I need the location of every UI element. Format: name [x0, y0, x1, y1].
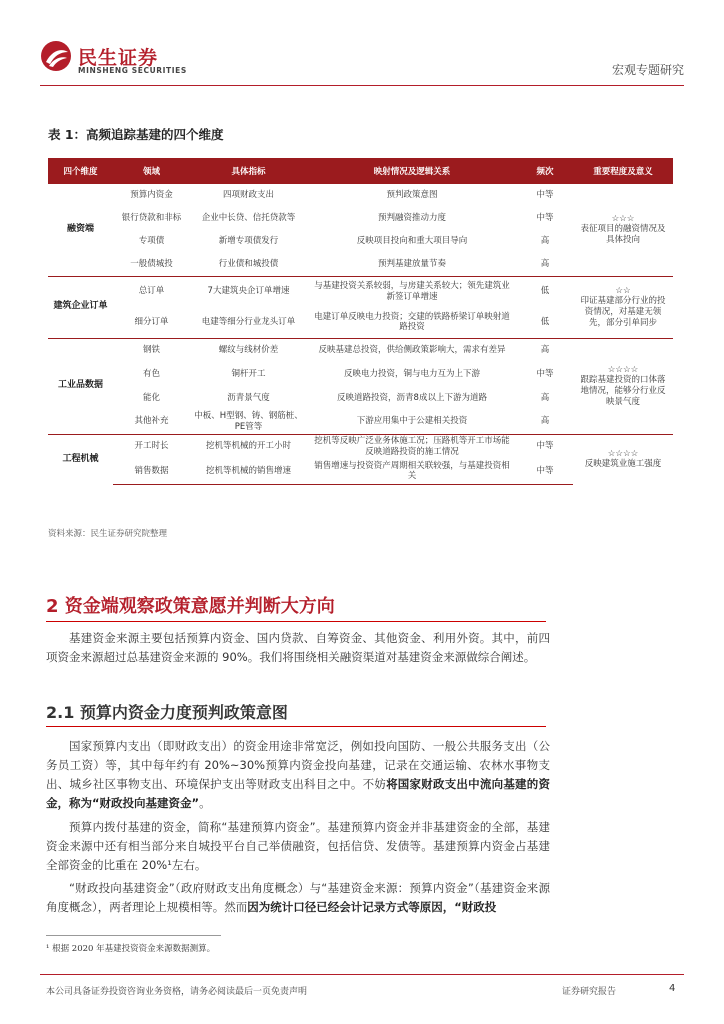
field-cell: 有色: [142, 368, 160, 379]
mapping-cell: 预判基建放量节奏: [377, 258, 446, 269]
field-cell: 银行贷款和非标: [121, 213, 182, 224]
col-header: 具体指标: [190, 158, 307, 184]
col-header: 四个维度: [48, 158, 113, 184]
paragraph-4-bold: 因为统计口径已经会计记录方式等原因，“财政投: [247, 900, 497, 914]
brand-name-cn: 民生证券: [78, 47, 159, 69]
col-header: 重要程度及意义: [573, 158, 673, 184]
mapping-cell: 销售增速与投资资产周期相关联较强，与基建投资相关: [307, 459, 517, 484]
frequency-cell: 中等: [517, 434, 573, 459]
indicator-cell: 企业中长贷、信托贷款等: [201, 213, 296, 224]
indicator-cell: 挖机等机械的开工小时: [190, 434, 307, 459]
table-row: [48, 338, 673, 362]
table-source: 资料来源：民生证券研究院整理: [48, 529, 168, 539]
footer-label: 证券研究报告: [562, 987, 617, 997]
field-cell: 开工时长: [113, 434, 190, 459]
paragraph-2: [46, 737, 550, 813]
frequency-cell: 高: [540, 392, 550, 403]
frequency-cell: 低: [517, 276, 573, 307]
dimension-cell: 工业品数据: [48, 338, 113, 434]
field-cell: 销售数据: [113, 459, 190, 484]
col-header: 领域: [113, 158, 190, 184]
frequency-cell: 中等: [517, 459, 573, 484]
mapping-cell: 预判融资推动力度: [377, 213, 446, 224]
dimension-cell: 融资端: [66, 224, 94, 235]
table-row: [48, 276, 673, 307]
heading-rule: [46, 621, 546, 622]
indicator-cell: 挖机等机械的销售增速: [190, 459, 307, 484]
section-heading: 2 资金端观察政策意愿并判断大方向: [46, 596, 335, 617]
field-cell: 专项债: [138, 236, 165, 247]
paragraph-3: 预算内拨付基建的资金，简称“基建预算内资金”。基建预算内资金并非基建资金的全部，基建资金来源中还有相当部分来自城投平台自己举债融资，包括信贷、发债等。基建预算内资金占基建全部资金的比重在 20%¹左右。: [46, 820, 550, 872]
frequency-cell: 高: [540, 236, 550, 247]
field-cell: 细分订单: [134, 316, 169, 327]
field-cell: 钢铁: [113, 338, 190, 362]
paragraph-2-end: 。: [199, 796, 211, 810]
indicator-cell: 行业债和城投债: [218, 258, 279, 269]
mapping-cell: 反映项目投向和重大项目导向: [356, 236, 468, 247]
mapping-cell: 反映电力投资，铜与电力互为上下游: [343, 368, 480, 379]
significance-cell: ☆☆ 印证基建部分行业的投资情况，对基建无领先，部分引单同步: [573, 276, 673, 338]
significance-cell: ☆☆☆ 表征项目的融资情况及具体投向: [580, 213, 666, 246]
frequency-cell: 高: [517, 338, 573, 362]
report-type: 宏观专题研究: [611, 63, 684, 77]
frequency-cell: 高: [540, 258, 550, 269]
frequency-cell: 中等: [536, 213, 554, 224]
footnote-rule: [46, 935, 221, 936]
four-dimensions-table: [48, 158, 673, 485]
table-row: [48, 434, 673, 459]
dimension-cell: 工程机械: [48, 434, 113, 484]
mapping-cell: 与基建投资关系较弱，与房建关系较大；领先建筑业新签订单增速: [307, 276, 517, 307]
footer-divider: [40, 974, 684, 975]
frequency-cell: 中等: [536, 368, 554, 379]
paragraph-2-bold: 将国家财政支出中流向基建的资金，称为“财政投向基建资金”: [46, 777, 551, 810]
indicator-cell: 中板、H型钢、铸、钢筋桩、PE管等: [194, 411, 303, 432]
paragraph-2-text: 国家预算内支出（即财政支出）的资金用途非常宽泛，例如投向国防、一般公共服务支出（公务员工资）等，其中每年约有 20%~30%预算内资金投向基建，记录在交通运输、农林水事物支出、城乡社区事物支出、环境保护支出等财政支出科目之中。不妨: [46, 739, 550, 791]
mapping-cell: 下游应用集中于公建相关投资: [356, 416, 468, 427]
indicator-cell: 四项财政支出: [222, 190, 274, 201]
table-header-row: [48, 158, 673, 184]
table-row: [48, 184, 673, 207]
field-cell: 能化: [142, 392, 160, 403]
brand-name-en: MINSHENG SECURITIES: [78, 66, 187, 75]
field-cell: 一般债城投: [130, 258, 173, 269]
footer-disclaimer: 本公司具备证券投资咨询业务资格，请务必阅读最后一页免责声明: [46, 987, 308, 997]
mapping-cell: 电建订单反映电力投资；交建的铁路桥梁订单映射道路投资: [314, 311, 510, 333]
page-number: 4: [669, 983, 676, 994]
mapping-cell: 反映道路投资，沥青8成以上下游为道路: [337, 392, 487, 403]
frequency-cell: 低: [540, 316, 550, 327]
indicator-cell: 螺纹与线材价差: [190, 338, 307, 362]
significance-cell: ☆☆☆☆ 跟踪基建投资的口体落地情况，能够分行业反映景气度: [573, 338, 673, 434]
subheading-rule: [46, 726, 546, 727]
indicator-cell: 铜杆开工: [231, 368, 266, 379]
subsection-heading: 2.1 预算内资金力度预判政策意图: [46, 703, 288, 722]
paragraph-1: 基建资金来源主要包括预算内资金、国内贷款、自筹资金、其他资金、利用外资。其中，前四项资金来源超过总基建资金来源的 90%。我们将围绕相关融资渠道对基建资金来源做综合阐述。: [46, 631, 550, 664]
field-cell: 预算内资金: [130, 190, 173, 201]
frequency-cell: 中等: [536, 190, 554, 201]
indicator-cell: 电建等细分行业龙头订单: [201, 316, 296, 327]
page-header: [0, 0, 724, 86]
col-header: 映射情况及逻辑关系: [307, 158, 517, 184]
dimension-cell: 建筑企业订单: [48, 276, 113, 338]
paragraph-4: [46, 879, 550, 917]
header-divider: [40, 85, 684, 86]
mapping-cell: 挖机等反映广泛业务体施工况；压路机等开工市场能反映道路投资的施工情况: [307, 434, 517, 459]
frequency-cell: 高: [540, 416, 550, 427]
indicator-cell: 新增专项债发行: [218, 236, 279, 247]
indicator-cell: 沥青景气度: [227, 392, 270, 403]
mapping-cell: 预判政策意图: [386, 190, 438, 201]
paragraph-4-text: “财政投向基建资金”（政府财政支出角度概念）与“基建资金来源：预算内资金”（基建资金来源角度概念），两者理论上规模相等。然而: [46, 881, 550, 914]
footnote: ¹ 根据 2020 年基建投资资金来源数据测算。: [46, 944, 216, 954]
table-title: 表 1：高频追踪基建的四个维度: [48, 127, 224, 142]
field-cell: 其他补充: [134, 416, 169, 427]
indicator-cell: 7大建筑央企订单增速: [190, 276, 307, 307]
minsheng-logo-icon: [40, 40, 72, 72]
mapping-cell: 反映基建总投资，供给侧政策影响大，需求有差异: [307, 338, 517, 362]
significance-cell: ☆☆☆☆ 反映建筑业施工强度: [573, 434, 673, 484]
col-header: 频次: [517, 158, 573, 184]
field-cell: 总订单: [113, 276, 190, 307]
